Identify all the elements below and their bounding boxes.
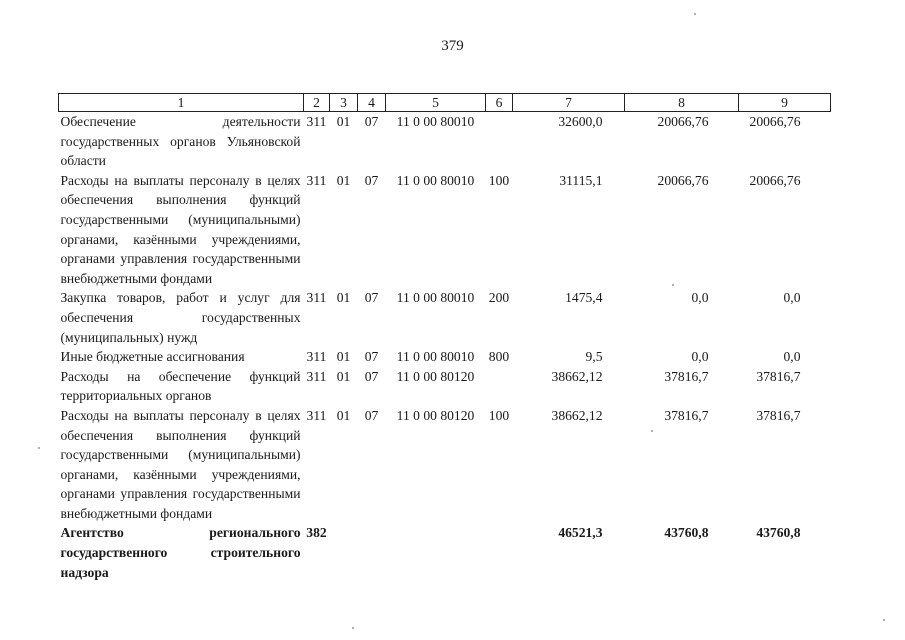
table-cell: 46521,3 xyxy=(558,525,603,541)
header-cell: 9 xyxy=(739,94,831,112)
table-cell: 01 xyxy=(336,349,351,365)
table-row xyxy=(59,523,831,582)
table-cell: 20066,76 xyxy=(749,172,801,188)
scan-speck xyxy=(883,619,885,621)
header-cell: 1 xyxy=(59,94,304,112)
row-name-cell: Иные бюджетные ассигнования xyxy=(60,349,245,365)
row-name-cell: Расходы на обеспечение функций территориальных органов xyxy=(60,368,301,404)
scan-speck xyxy=(672,284,674,286)
table-cell xyxy=(358,523,386,582)
table-cell: 0,0 xyxy=(783,349,801,365)
table-cell: 01 xyxy=(336,114,351,129)
table-cell: 11 0 00 80010 xyxy=(396,172,475,188)
table-cell: 200 xyxy=(488,290,510,306)
table-cell: 07 xyxy=(364,172,379,188)
table-cell: 1475,4 xyxy=(565,290,603,306)
table-row xyxy=(59,288,831,347)
table-row xyxy=(59,406,831,524)
table-cell xyxy=(486,112,513,171)
row-name-cell: Закупка товаров, работ и услуг для обеспечения государственных (муниципальных) нужд xyxy=(60,290,301,345)
table-cell: 11 0 00 80120 xyxy=(396,368,475,384)
header-row xyxy=(59,94,831,112)
page-number: 379 xyxy=(441,38,464,54)
table-cell: 01 xyxy=(336,368,351,384)
table-row xyxy=(59,112,831,171)
table-cell: 0,0 xyxy=(783,290,801,306)
scan-speck xyxy=(38,447,40,449)
header-cell: 2 xyxy=(304,94,330,112)
header-cell: 8 xyxy=(625,94,739,112)
row-name-cell: Расходы на выплаты персоналу в целях обеспечения выполнения функций государственными (муниципальными) органами, казёнными учреждениями, органами управления государственными внебюджетными фондами xyxy=(60,407,301,521)
table-cell: 01 xyxy=(336,290,351,306)
table-cell: 20066,76 xyxy=(657,172,709,188)
table-cell: 11 0 00 80010 xyxy=(396,290,475,306)
table-cell xyxy=(486,523,513,582)
table-cell: 100 xyxy=(488,407,510,423)
header-cell: 6 xyxy=(486,94,513,112)
table-cell: 20066,76 xyxy=(657,114,709,129)
table-cell: 43760,8 xyxy=(664,525,709,541)
table-cell: 311 xyxy=(306,172,327,188)
header-cell: 3 xyxy=(330,94,358,112)
table-cell: 20066,76 xyxy=(749,114,801,129)
table-cell: 07 xyxy=(364,349,379,365)
table-cell: 38662,12 xyxy=(551,407,603,423)
scan-speck xyxy=(651,430,653,432)
scan-speck xyxy=(694,13,696,15)
table-row xyxy=(59,367,831,406)
table-cell: 311 xyxy=(306,407,327,423)
scan-speck xyxy=(352,627,354,629)
table-cell: 311 xyxy=(306,290,327,306)
table-cell: 11 0 00 80010 xyxy=(396,349,475,365)
table-cell: 11 0 00 80120 xyxy=(396,407,475,423)
table-cell: 0,0 xyxy=(691,290,709,306)
table-cell: 07 xyxy=(364,114,379,129)
table-cell xyxy=(486,367,513,406)
header-cell: 4 xyxy=(358,94,386,112)
row-name-cell: Обеспечение деятельности государственных органов Ульяновской области xyxy=(60,114,301,169)
table-cell: 37816,7 xyxy=(664,407,709,423)
table-cell: 07 xyxy=(364,368,379,384)
table-row xyxy=(59,347,831,367)
table-cell: 01 xyxy=(336,407,351,423)
table-cell: 07 xyxy=(364,407,379,423)
budget-table xyxy=(58,93,831,582)
table-cell: 43760,8 xyxy=(756,525,801,541)
table-cell: 382 xyxy=(306,525,327,541)
table-cell xyxy=(386,523,486,582)
header-cell: 7 xyxy=(513,94,625,112)
table-cell: 0,0 xyxy=(691,349,709,365)
table-cell: 37816,7 xyxy=(664,368,709,384)
table-cell: 800 xyxy=(488,349,510,365)
table-cell: 32600,0 xyxy=(558,114,603,129)
table-cell xyxy=(330,523,358,582)
row-name-cell: Агентство регионального государственного строительного надзора xyxy=(60,525,301,580)
table-cell: 9,5 xyxy=(585,349,603,365)
table-cell: 01 xyxy=(336,172,351,188)
table-cell: 31115,1 xyxy=(559,172,603,188)
table-cell: 100 xyxy=(488,172,510,188)
table-cell: 311 xyxy=(306,368,327,384)
table-cell: 07 xyxy=(364,290,379,306)
table-row xyxy=(59,171,831,289)
table-cell: 311 xyxy=(306,349,327,365)
table-cell: 38662,12 xyxy=(551,368,603,384)
table-cell: 37816,7 xyxy=(756,368,801,384)
table-cell: 311 xyxy=(306,114,327,129)
table-cell: 37816,7 xyxy=(756,407,801,423)
row-name-cell: Расходы на выплаты персоналу в целях обеспечения выполнения функций государственными (муниципальными) органами, казёнными учреждениями, органами управления государственными внебюджетными фондами xyxy=(60,172,301,286)
table-cell: 11 0 00 80010 xyxy=(396,114,475,129)
header-cell: 5 xyxy=(386,94,486,112)
